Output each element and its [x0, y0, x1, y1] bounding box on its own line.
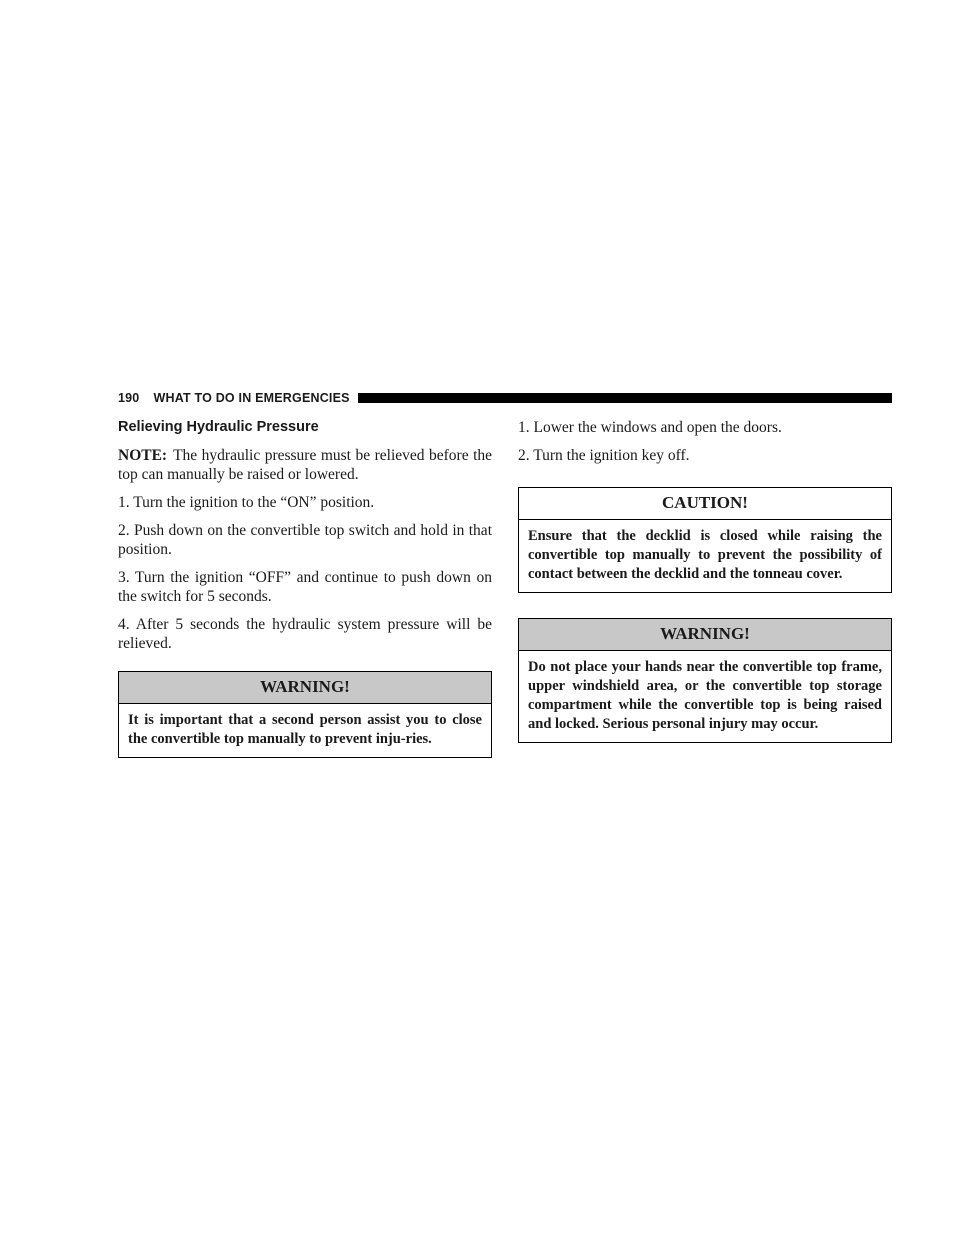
step-item: 2. Turn the ignition key off. [518, 447, 690, 464]
note-label: NOTE: [118, 447, 168, 464]
right-column [518, 418, 892, 743]
step-item: 1. Turn the ignition to the “ON” position. [118, 494, 375, 511]
left-column [118, 418, 492, 758]
section-title: WHAT TO DO IN EMERGENCIES [153, 391, 350, 405]
header-rule [358, 393, 892, 403]
warning-box-right [518, 618, 892, 743]
page-number: 190 [118, 391, 140, 405]
warning-title: WARNING! [519, 619, 891, 651]
page-header [118, 389, 892, 407]
note-paragraph [118, 446, 492, 484]
step-item: 3. Turn the ignition “OFF” and continue to push down on the switch for 5 seconds. [118, 569, 492, 605]
warning-body: It is important that a second person assist you to close the convertible top manually to prevent inju-ries. [128, 712, 482, 747]
caution-body: Ensure that the decklid is closed while raising the convertible top manually to prevent the possibility of contact between the decklid and the tonneau cover. [528, 528, 882, 582]
warning-body: Do not place your hands near the convertible top frame, upper windshield area, or the convertible top storage compartment while the convertible top is being raised and locked. Serious personal injury may occur. [528, 659, 882, 732]
note-text: The hydraulic pressure must be relieved before the top can manually be raised or lowered. [118, 447, 492, 483]
warning-title: WARNING! [119, 672, 491, 704]
caution-title: CAUTION! [519, 488, 891, 520]
subheading: Relieving Hydraulic Pressure [118, 419, 319, 435]
step-item: 2. Push down on the convertible top switch and hold in that position. [118, 522, 492, 558]
warning-box-left [118, 671, 492, 758]
step-item: 4. After 5 seconds the hydraulic system pressure will be relieved. [118, 616, 492, 652]
step-item: 1. Lower the windows and open the doors. [518, 419, 782, 436]
caution-box [518, 487, 892, 593]
